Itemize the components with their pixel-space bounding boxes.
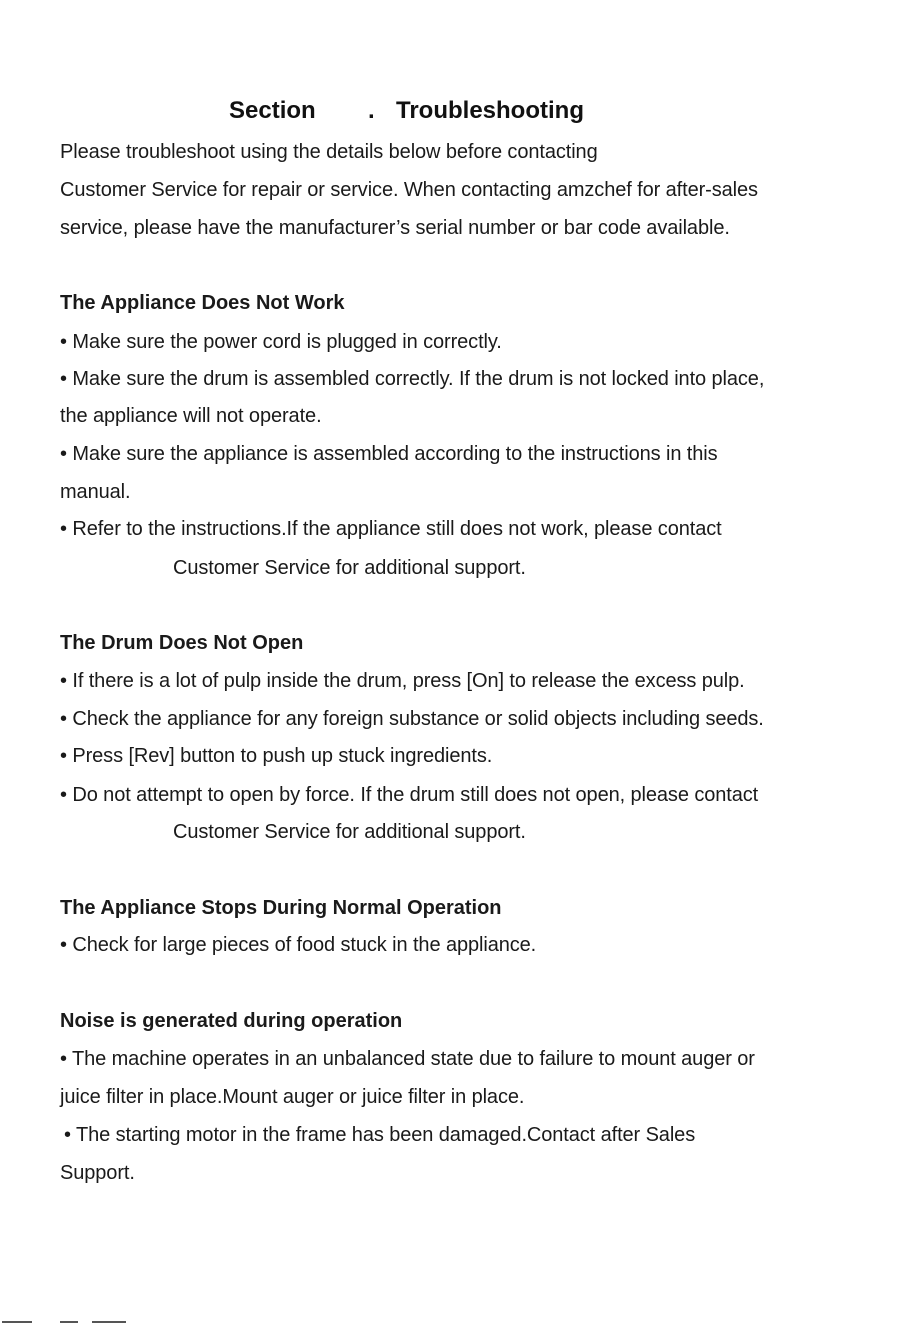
section-line: Support. [60, 1162, 135, 1184]
section-line: Customer Service for additional support. [173, 821, 526, 843]
page-title [0, 97, 897, 131]
section-line: • Check for large pieces of food stuck in the appliance. [60, 934, 537, 956]
section-line: manual. [60, 481, 131, 503]
section-line: • Make sure the drum is assembled correctly. If the drum is not locked into place, [60, 368, 765, 390]
section-line: • Do not attempt to open by force. If the drum still does not open, please contact [60, 784, 759, 806]
section-line: • If there is a lot of pulp inside the drum, press [On] to release the excess pulp. [60, 670, 745, 692]
section-heading-appliance-not-work: The Appliance Does Not Work [60, 292, 345, 314]
section-line: the appliance will not operate. [60, 405, 322, 427]
section-line: • Make sure the appliance is assembled according to the instructions in this [60, 443, 718, 465]
intro-line: Please troubleshoot using the details below before contacting [60, 141, 598, 163]
title-section-word: Section [229, 97, 316, 124]
scan-edge-marks [0, 1319, 140, 1325]
section-line: • Refer to the instructions.If the appliance still does not work, please contact [60, 518, 722, 540]
intro-line: service, please have the manufacturer’s serial number or bar code available. [60, 217, 730, 239]
section-line: • Check the appliance for any foreign substance or solid objects including seeds. [60, 708, 764, 730]
section-line: • The starting motor in the frame has been damaged.Contact after Sales [64, 1124, 696, 1146]
section-line: • Make sure the power cord is plugged in correctly. [60, 331, 502, 353]
section-line: juice filter in place.Mount auger or juice filter in place. [60, 1086, 525, 1108]
title-dot: . [368, 97, 375, 124]
intro-line: Customer Service for repair or service. When contacting amzchef for after-sales [60, 179, 758, 201]
section-line: • Press [Rev] button to push up stuck ingredients. [60, 745, 493, 767]
section-line: Customer Service for additional support. [173, 557, 526, 579]
section-heading-drum-not-open: The Drum Does Not Open [60, 632, 304, 654]
section-heading-noise: Noise is generated during operation [60, 1010, 403, 1032]
section-line: • The machine operates in an unbalanced state due to failure to mount auger or [60, 1048, 755, 1070]
section-heading-appliance-stops: The Appliance Stops During Normal Operation [60, 897, 502, 919]
title-name: Troubleshooting [396, 97, 584, 124]
